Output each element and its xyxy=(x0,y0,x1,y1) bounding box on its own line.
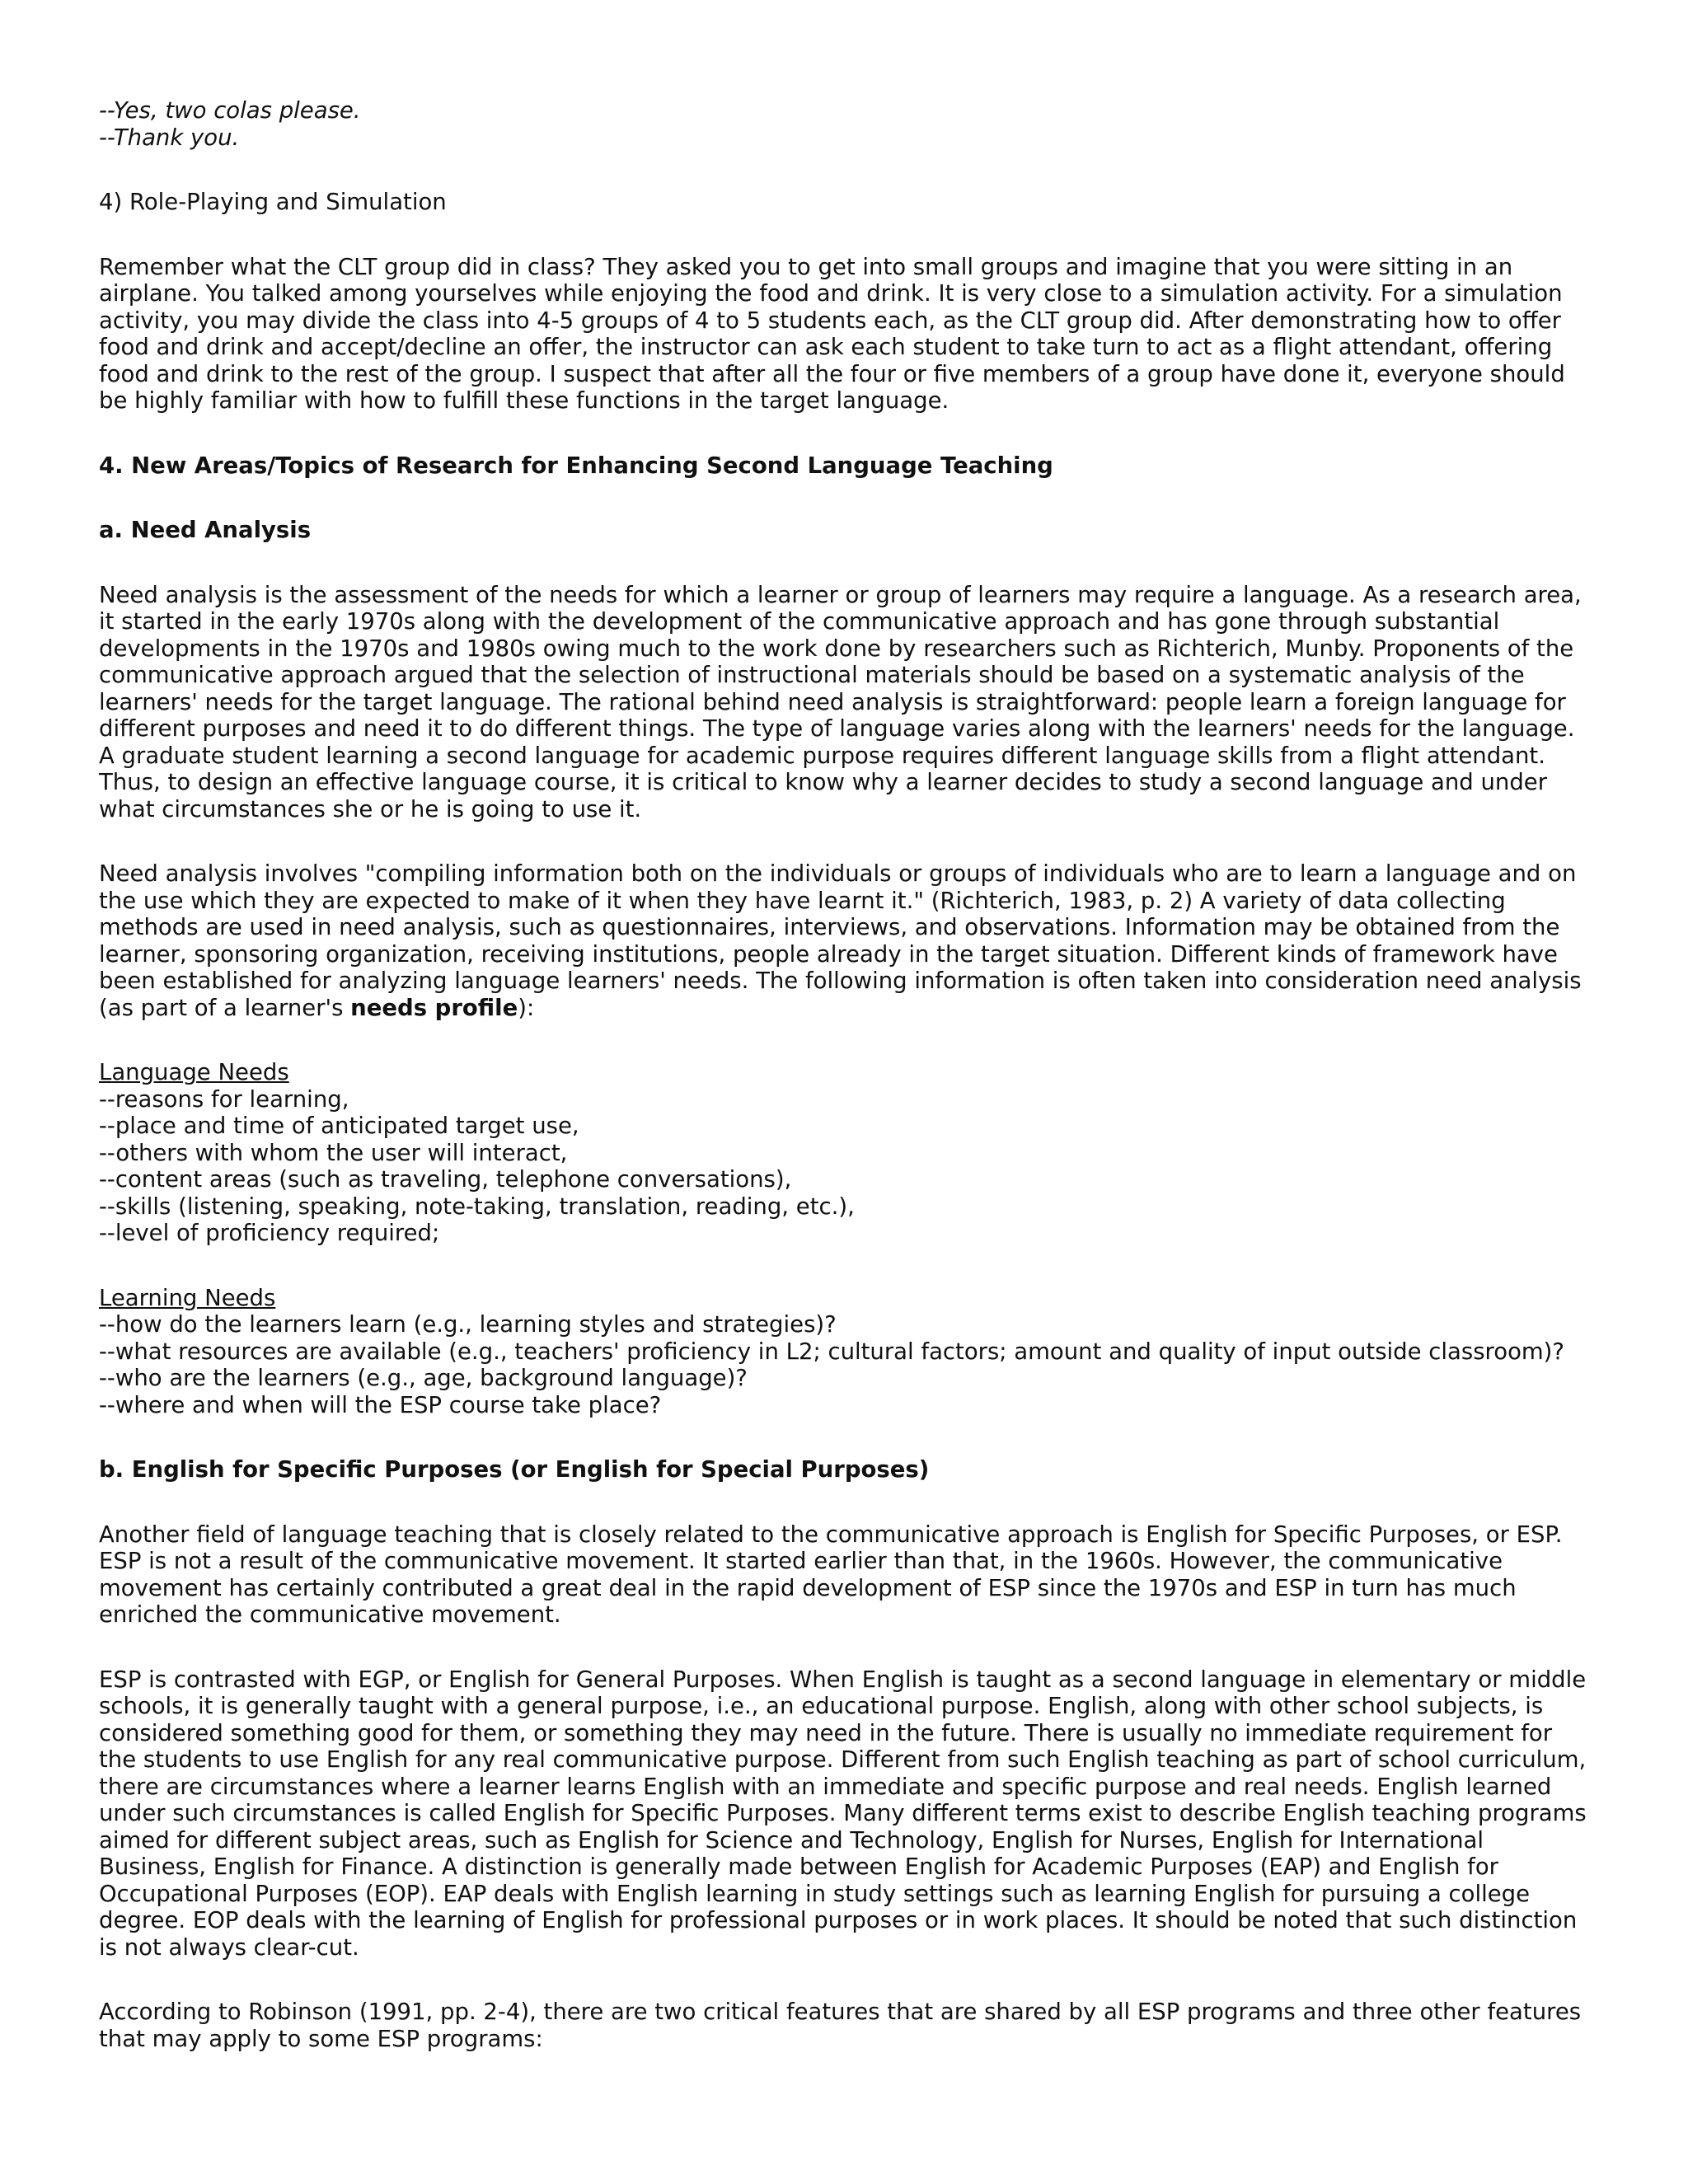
esp-heading: b. English for Specific Purposes (or English for Special Purposes) xyxy=(99,1456,930,1483)
dialogue-line: --Thank you. xyxy=(99,124,240,151)
need-analysis-heading: a. Need Analysis xyxy=(99,517,312,543)
need-analysis-paragraph-2-end: ): xyxy=(518,994,535,1021)
dialogue-line: --Yes, two colas please. xyxy=(99,97,361,124)
language-needs-list xyxy=(99,1059,1591,1247)
list-item: --place and time of anticipated target use, xyxy=(99,1113,579,1139)
list-item: --others with whom the user will interact, xyxy=(99,1139,568,1166)
list-item: --what resources are available (e.g., teachers' proficiency in L2; cultural factors; amount and quality of input outside classroom)? xyxy=(99,1338,1565,1365)
need-analysis-paragraph-2-text: Need analysis involves "compiling information both on the individuals or groups of individuals who are to learn a language and on the use which they are expected to make of it when they have learnt it." (Richterich, 1983, p. 2) A variety of data collecting methods are used in need analysis, such as questionnaires, interviews, and observations. Information may be obtained from the learner, sponsoring organization, receiving institutions, people already in the target situation. Different kinds of framework have been established for analyzing language learners' needs. The following information is often taken into consideration need analysis (as part of a learner's xyxy=(99,860,1582,1021)
list-item: --where and when will the ESP course take place? xyxy=(99,1391,662,1418)
learning-needs-title: Learning Needs xyxy=(99,1284,276,1311)
roleplay-paragraph: Remember what the CLT group did in class? They asked you to get into small groups and imagine that you were sitting in an airplane. You talked among yourselves while enjoying the food and drink. It is very close to a simulation activity. For a simulation activity, you may divide the class into 4-5 groups of 4 to 5 students each, as the CLT group did. After demonstrating how to offer food and drink and accept/decline an offer, the instructor can ask each student to take turn to act as a flight attendant, offering food and drink to the rest of the group. I suspect that after all the four or five members of a group have done it, everyone should be highly familiar with how to fulfill these functions in the target language. xyxy=(99,253,1565,414)
list-item: --reasons for learning, xyxy=(99,1085,349,1113)
esp-paragraph-1: Another field of language teaching that is closely related to the communicative approach is English for Specific Purposes, or ESP. ESP is not a result of the communicative movement. It started earlier than that, in the 1960s. However, the communicative movement has certainly contributed a great deal in the rapid development of ESP since the 1970s and ESP in turn has much enriched the communicative movement. xyxy=(99,1521,1563,1628)
roleplay-heading: 4) Role-Playing and Simulation xyxy=(99,189,447,215)
section-4-heading: 4. New Areas/Topics of Research for Enhancing Second Language Teaching xyxy=(99,452,1053,479)
need-analysis-paragraph-1: Need analysis is the assessment of the needs for which a learner or group of learners may require a language. As a research area, it started in the early 1970s along with the development of the communicative approach and has gone through substantial developments in the 1970s and 1980s owing much to the work done by researchers such as Richterich, Munby. Proponents of the communicative approach argued that the selection of instructional materials should be based on a systematic analysis of the learners' needs for the target language. The rational behind need analysis is straightforward: people learn a foreign language for different purposes and need it to do different things. The type of language varies along with the learners' needs for the language. A graduate student learning a second language for academic purpose requires different language skills from a flight attendant. Thus, to design an effective language course, it is critical to know why a learner decides to study a second language and under what circumstances she or he is going to use it. xyxy=(99,581,1582,823)
document-page xyxy=(99,97,1591,2090)
needs-profile-term: needs profile xyxy=(350,994,518,1021)
list-item: --content areas (such as traveling, telephone conversations), xyxy=(99,1166,792,1193)
esp-paragraph-3: According to Robinson (1991, pp. 2-4), there are two critical features that are shared by all ESP programs and three other features that may apply to some ESP programs: xyxy=(99,1999,1582,2052)
learning-needs-list xyxy=(99,1285,1591,1419)
need-analysis-paragraph-2 xyxy=(99,860,1591,1021)
list-item: --level of proficiency required; xyxy=(99,1220,440,1246)
language-needs-title: Language Needs xyxy=(99,1059,289,1085)
esp-paragraph-2: ESP is contrasted with EGP, or English for General Purposes. When English is taught as a second language in elementary or middle schools, it is generally taught with a general purpose, i.e., an educational purpose. English, along with other school subjects, is considered something good for them, or something they may need in the future. There is usually no immediate requirement for the students to use English for any real communicative purpose. Different from such English teaching as part of school curriculum, there are circumstances where a learner learns English with an immediate and specific purpose and real needs. English learned under such circumstances is called English for Specific Purposes. Many different terms exist to describe English teaching programs aimed for different subject areas, such as English for Science and Technology, English for Nurses, English for International Business, English for Finance. A distinction is generally made between English for Academic Purposes (EAP) and English for Occupational Purposes (EOP). EAP deals with English learning in study settings such as learning English for pursuing a college degree. EOP deals with the learning of English for professional purposes or in work places. It should be noted that such distinction is not always clear-cut. xyxy=(99,1666,1587,1961)
list-item: --how do the learners learn (e.g., learning styles and strategies)? xyxy=(99,1311,837,1338)
dialogue-block xyxy=(99,97,1591,151)
list-item: --skills (listening, speaking, note-taking, translation, reading, etc.), xyxy=(99,1193,855,1220)
list-item: --who are the learners (e.g., age, background language)? xyxy=(99,1365,748,1391)
